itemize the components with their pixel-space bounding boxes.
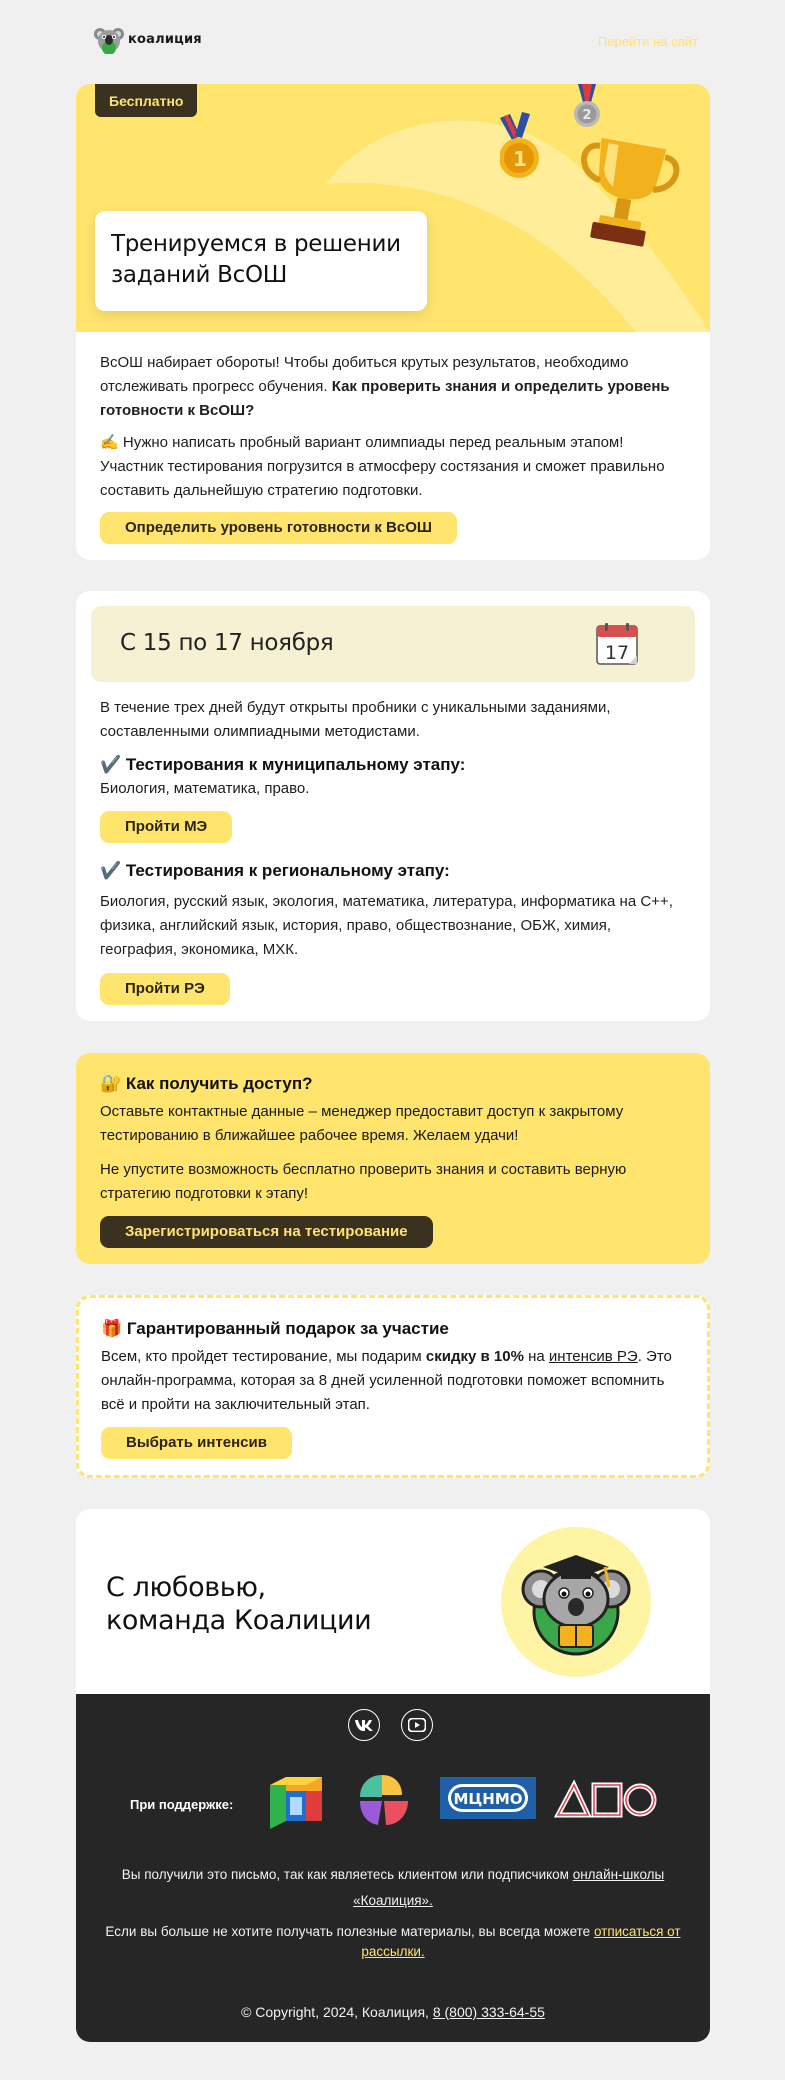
email-container: [76, 0, 710, 2042]
copyright: © Copyright, 2024, Коалиция, 8 (800) 333-64-55: [241, 2004, 545, 2020]
lock-icon: 🔐: [100, 1074, 122, 1093]
hero-title: Тренируемся в решении заданий ВсОШ: [111, 231, 401, 288]
intensive-link[interactable]: интенсив РЭ: [548, 1348, 638, 1365]
youtube-link[interactable]: [401, 1709, 433, 1741]
hero-banner: [76, 84, 710, 332]
regional-title: ✔️ Тестирования к региональному этапу:: [100, 861, 450, 880]
access-card: [76, 1053, 710, 1264]
signature-text: С любовью, команда Коалиции: [106, 1572, 372, 1636]
hero-title-box: [95, 211, 427, 311]
access-paragraph: Оставьте контактные данные – менеджер предоставит доступ к закрытому тестированию в ближайшее рабочее время. Желаем удачи!: [100, 1103, 624, 1144]
municipal-title: ✔️ Тестирования к муниципальному этапу:: [100, 755, 466, 774]
regional-stage-button[interactable]: Пройти РЭ: [100, 973, 230, 1005]
intro-paragraph: ВсОШ набирает обороты! Чтобы добиться крутых результатов, необходимо отслеживать прогресс обучения. Как проверить знания и определить уровень готовности к ВсОШ?: [100, 354, 670, 419]
logo[interactable]: [94, 24, 202, 54]
school-link[interactable]: онлайн-школы «Коалиция».: [353, 1867, 665, 1908]
gift-paragraph: Всем, кто пройдет тестирование, мы подарим скидку в 10% на интенсив РЭ. Это онлайн-программа, которая за 8 дней усиленной подготовки поможет вспомнить всё и пройти на заключительный этап.: [101, 1348, 672, 1413]
gift-card: [76, 1295, 710, 1478]
partner-logo-cube[interactable]: [264, 1771, 326, 1833]
footer-note-subscription: Вы получили это письмо, так как являетесь клиентом или подписчиком онлайн-школы «Коалиция».: [121, 1867, 665, 1908]
logo-text: коалиция: [128, 31, 202, 47]
svg-text:МЦНМО: МЦНМО: [453, 1790, 523, 1808]
calendar-icon: [595, 622, 639, 666]
check-icon: ✔️: [100, 861, 122, 880]
svg-text:17: 17: [604, 642, 630, 664]
medal-icon: [574, 84, 600, 127]
intro-paragraph-2: ✍️ Нужно написать пробный вариант олимпиады перед реальным этапом! Участник тестирования погрузится в атмосферу состязания и сможет правильно составить дальнейшую стратегию подготовки.: [100, 434, 665, 499]
municipal-subjects: Биология, математика, право.: [100, 780, 310, 797]
dates-card: [76, 591, 710, 1021]
medal-icon: [500, 112, 539, 178]
gift-icon: 🎁: [101, 1319, 123, 1338]
intro-section: [76, 332, 710, 560]
support-label: При поддержке:: [130, 1797, 234, 1812]
dates-header: [91, 606, 695, 682]
youtube-icon: [408, 1718, 426, 1732]
svg-text:1: 1: [513, 147, 527, 171]
vk-link[interactable]: [348, 1709, 380, 1741]
email-header: [76, 0, 710, 84]
footer-note-unsubscribe: Если вы больше не хотите получать полезные материалы, вы всегда можете отписаться от рассылки.: [105, 1924, 681, 1959]
choose-intensive-button[interactable]: Выбрать интенсив: [101, 1427, 292, 1459]
vk-icon: [354, 1718, 374, 1732]
koala-mascot-icon: [501, 1527, 651, 1677]
access-title: 🔐 Как получить доступ?: [100, 1074, 313, 1093]
hero-card: [76, 84, 710, 560]
dates-title: С 15 по 17 ноября: [120, 630, 334, 656]
register-button[interactable]: Зарегистрироваться на тестирование: [100, 1216, 433, 1248]
gift-title: 🎁 Гарантированный подарок за участие: [101, 1319, 449, 1338]
svg-text:2: 2: [582, 108, 592, 123]
footer: [76, 1694, 710, 2042]
partner-logo-petals[interactable]: [352, 1771, 414, 1831]
municipal-stage-button[interactable]: Пройти МЭ: [100, 811, 232, 843]
access-paragraph-2: Не упустите возможность бесплатно проверить знания и составить верную стратегию подготовки к этапу!: [100, 1161, 627, 1202]
regional-subjects: Биология, русский язык, экология, математика, литература, информатика на C++, физика, английский язык, история, право, обществознание, ОБЖ, химия, география, экономика, МХК.: [100, 893, 673, 958]
trophy-icon: [571, 136, 680, 251]
signature-block: [76, 1509, 710, 1694]
phone-link[interactable]: 8 (800) 333-64-55: [432, 2004, 545, 2020]
unsubscribe-link[interactable]: отписаться от рассылки.: [361, 1924, 681, 1959]
trophy-medals-illustration: [500, 84, 680, 264]
dates-body: [76, 682, 710, 1021]
dates-description: В течение трех дней будут открыты пробники с уникальными заданиями, составленными олимпиадными методистами.: [100, 699, 611, 740]
go-to-site-link[interactable]: Перейти на сайт: [597, 34, 698, 49]
writing-hand-icon: ✍️: [100, 434, 119, 451]
mascot-circle: [501, 1527, 651, 1677]
check-icon: ✔️: [100, 755, 122, 774]
check-readiness-button[interactable]: Определить уровень готовности к ВсОШ: [100, 512, 457, 544]
free-badge: Бесплатно: [95, 84, 197, 117]
partner-logo-mcnmo[interactable]: [440, 1777, 536, 1819]
partner-logo-dpo[interactable]: [554, 1779, 658, 1819]
koala-logo-icon: [94, 24, 124, 54]
